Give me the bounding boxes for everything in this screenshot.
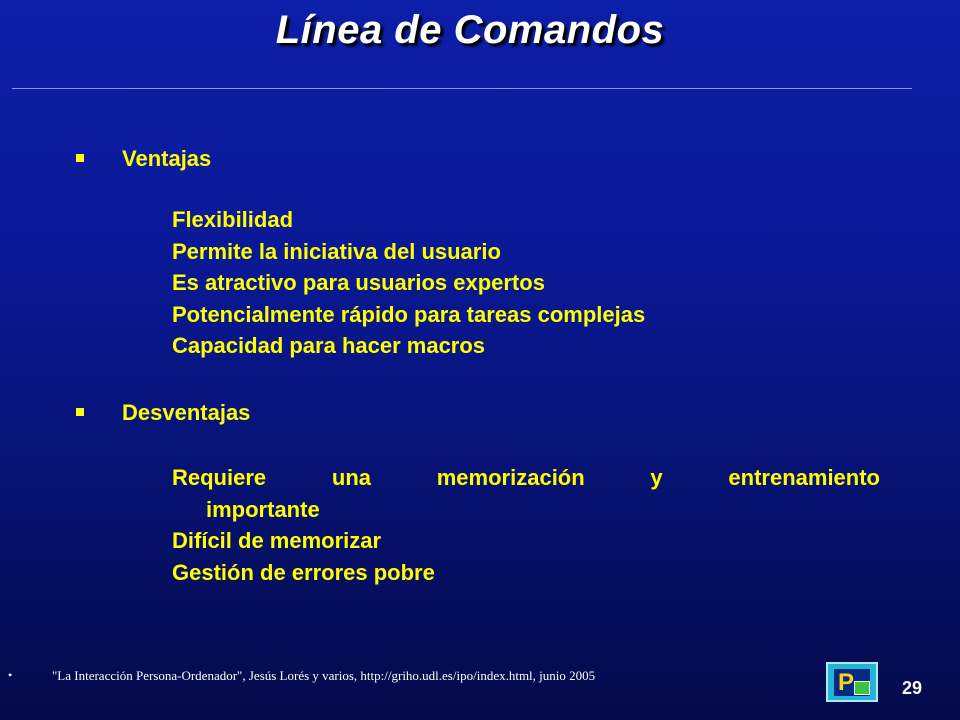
desventajas-list [172,462,880,588]
list-item-word: y [650,465,663,490]
logo-letter-icon: P [838,669,855,696]
list-item: Flexibilidad [172,207,294,232]
list-item-continuation: importante [206,496,320,522]
section-heading-desventajas [76,398,250,428]
logo-inner [834,669,870,696]
square-bullet-icon [76,408,84,416]
footer-citation: "La Interacción Persona-Ordenador", Jesús Lorés y varios, http://griho.udl.es/ipo/index.html, junio 2005 [52,668,596,683]
list-item: Capacidad para hacer macros [172,333,486,358]
section-heading-ventajas [76,144,211,174]
title-divider [12,88,912,89]
ventajas-list [172,204,880,362]
list-item-word: una [331,465,372,490]
list-item: Es atractivo para usuarios expertos [172,270,545,295]
list-item-word: Requiere [172,465,267,490]
section-heading-label: Ventajas [122,146,212,171]
page-number: 29 [902,678,923,698]
section-heading-label: Desventajas [122,400,251,425]
list-item-word: entrenamiento [728,465,880,490]
logo-square-icon [854,681,870,695]
list-item: Difícil de memorizar [172,528,382,553]
griho-logo-icon [826,662,878,702]
square-bullet-icon [76,154,84,162]
slide-title: Línea de Comandos [275,8,665,52]
list-item: Gestión de errores pobre [172,559,435,585]
footer-bullet-icon: • [8,668,13,682]
list-item: Potencialmente rápido para tareas complejas [172,301,646,327]
list-item [172,462,880,494]
list-item-word: memorización [436,465,585,490]
list-item: Permite la iniciativa del usuario [172,238,501,264]
